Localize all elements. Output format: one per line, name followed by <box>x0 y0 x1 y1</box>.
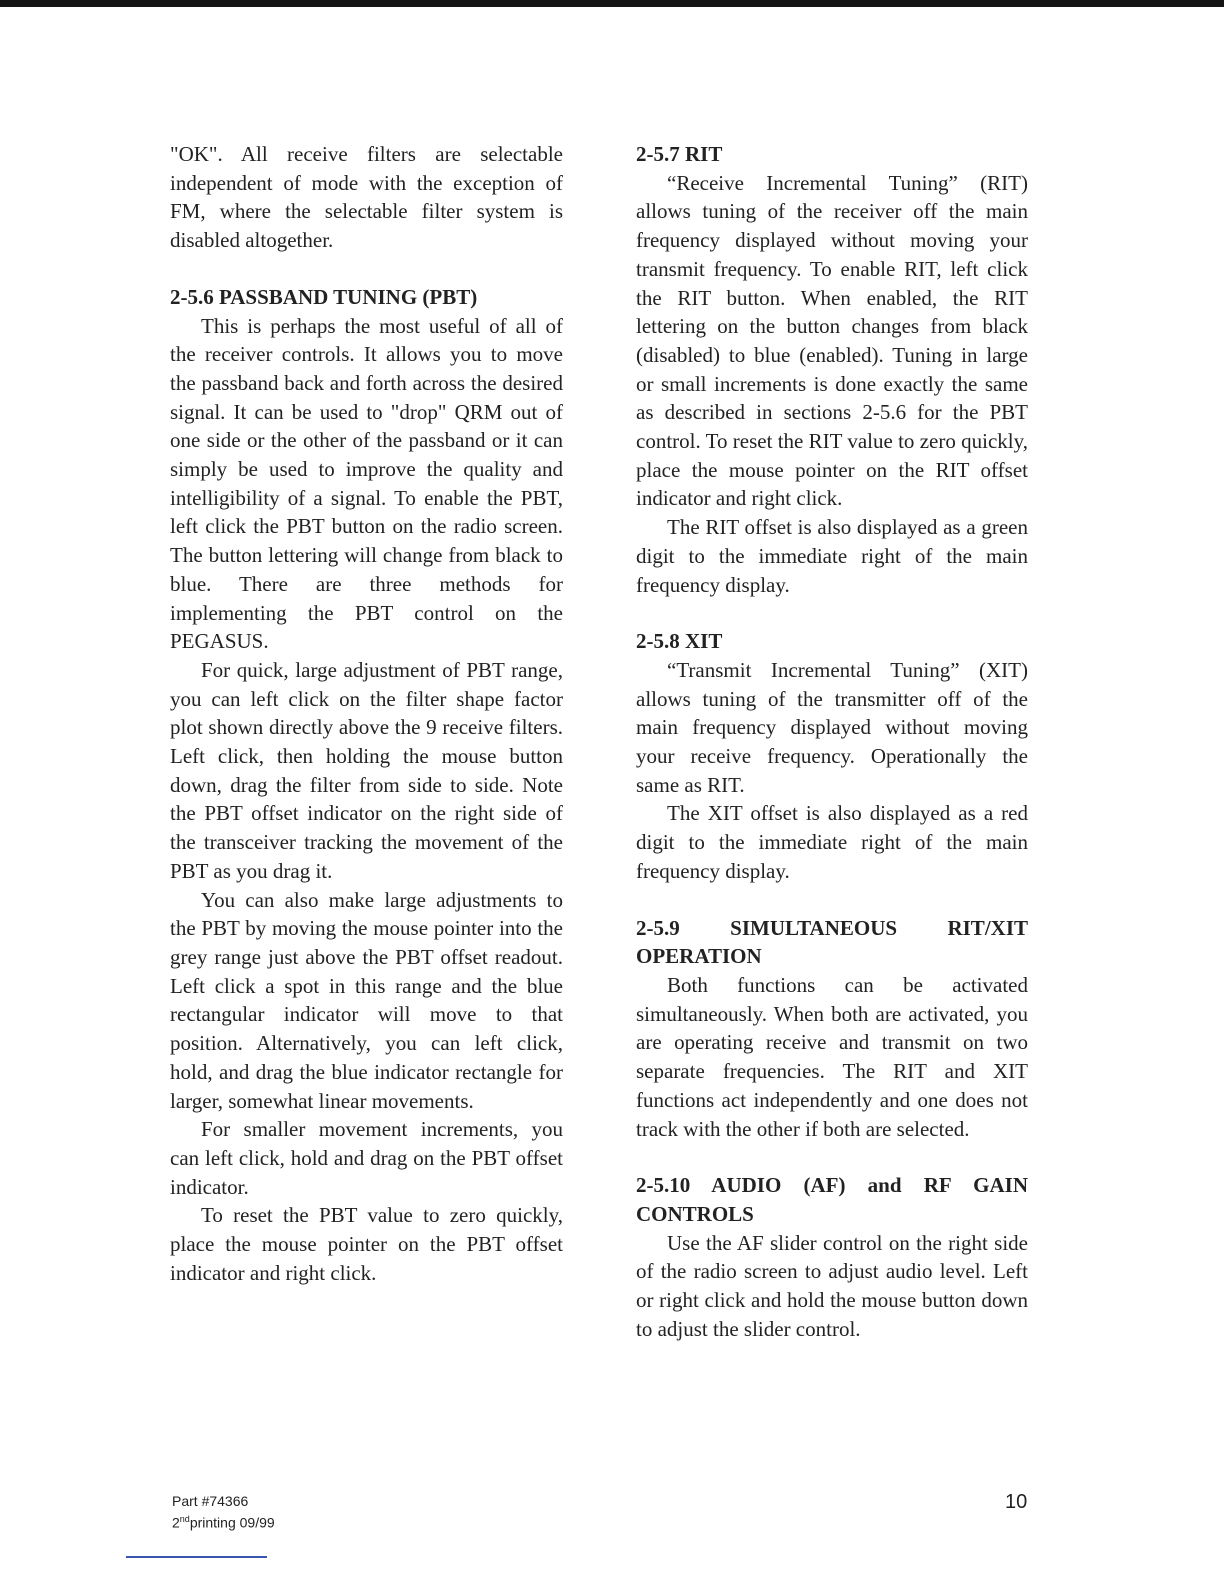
heading-xit: 2-5.8 XIT <box>636 629 723 654</box>
heading-passband-tuning: 2-5.6 PASSBAND TUNING (PBT) <box>170 284 478 309</box>
paragraph-pbt-large: You can also make large adjustments to the PBT by moving the mouse pointer into the grey range just above the PBT offset readout. Left click a spot in this range and the blue rectangular indicator will move to that position. Alternatively, you can left click, hold, and drag the blue indicator rectangle for larger, somewhat linear movements. <box>170 887 563 1113</box>
heading-simultaneous-rit-xit: 2-5.9 SIMULTANEOUS RIT/XIT OPERATION <box>636 915 1028 969</box>
paragraph-pbt-small: For smaller movement increments, you can left click, hold and drag on the PBT offset indicator. <box>170 1117 563 1199</box>
page-number: 10 <box>1005 1491 1028 1513</box>
paragraph-xit: “Transmit Incremental Tuning” (XIT) allows tuning of the transmitter off of the main frequency displayed without moving your receive frequency. Operationally the same as RIT. <box>636 657 1028 797</box>
paragraph-filters-continued: "OK". All receive filters are selectable independent of mode with the exception of FM, where the selectable filter system is disabled altogether. <box>170 142 563 253</box>
heading-audio-rf-gain: 2-5.10 AUDIO (AF) and RF GAIN CONTROLS <box>636 1173 1028 1226</box>
paragraph-rit: “Receive Incremental Tuning” (RIT) allows tuning of the receiver off the main frequency displayed without moving your transmit frequency. To enable RIT, left click the RIT button. When enabled, the RIT lettering on the button changes from black (disabled) to blue (enabled). Tuning in large or small increments is done exactly the same as described in sections 2-5.6 for the PBT control. To reset the RIT value to zero quickly, place the mouse pointer on the RIT offset indicator and right click. <box>636 170 1028 511</box>
part-number: Part #74366 <box>172 1493 249 1509</box>
left-column <box>170 140 563 1287</box>
printing-info: 2ndprinting 09/99 <box>172 1514 275 1531</box>
paragraph-af-slider: Use the AF slider control on the right side of the radio screen to adjust audio level. Left or right click and hold the mouse button down to adjust the slider control. <box>636 1230 1028 1341</box>
paragraph-xit-display: The XIT offset is also displayed as a red digit to the immediate right of the main frequency display. <box>636 801 1028 883</box>
paragraph-pbt-intro: This is perhaps the most useful of all of the receiver controls. It allows you to move the passband back and forth across the desired signal. It can be used to "drop" QRM out of one side or the other of the passband or it can simply be used to improve the quality and intelligibility of a signal. To enable the PBT, left click the PBT button on the radio screen. The button lettering will change from black to blue. There are three methods for implementing the PBT control on the PEGASUS. <box>170 313 563 654</box>
bottom-rule <box>126 1556 267 1558</box>
heading-rit: 2-5.7 RIT <box>636 142 723 166</box>
top-border-rule <box>0 0 1224 7</box>
paragraph-simultaneous: Both functions can be activated simultaneously. When both are activated, you are operating receive and transmit on two separate frequencies. The RIT and XIT functions act independently and one does not track with the other if both are selected. <box>636 972 1028 1141</box>
paragraph-pbt-quick: For quick, large adjustment of PBT range, you can left click on the filter shape factor plot shown directly above the 9 receive filters. Left click, then holding the mouse button down, drag the filter from side to side. Note the PBT offset indicator on the right side of the transceiver tracking the movement of the PBT as you drag it. <box>170 657 563 883</box>
paragraph-rit-display: The RIT offset is also displayed as a green digit to the immediate right of the main frequency display. <box>636 515 1028 597</box>
right-column <box>636 140 1028 1343</box>
paragraph-pbt-reset: To reset the PBT value to zero quickly, place the mouse pointer on the PBT offset indicator and right click. <box>170 1203 563 1285</box>
footer-part-info <box>172 1492 275 1532</box>
